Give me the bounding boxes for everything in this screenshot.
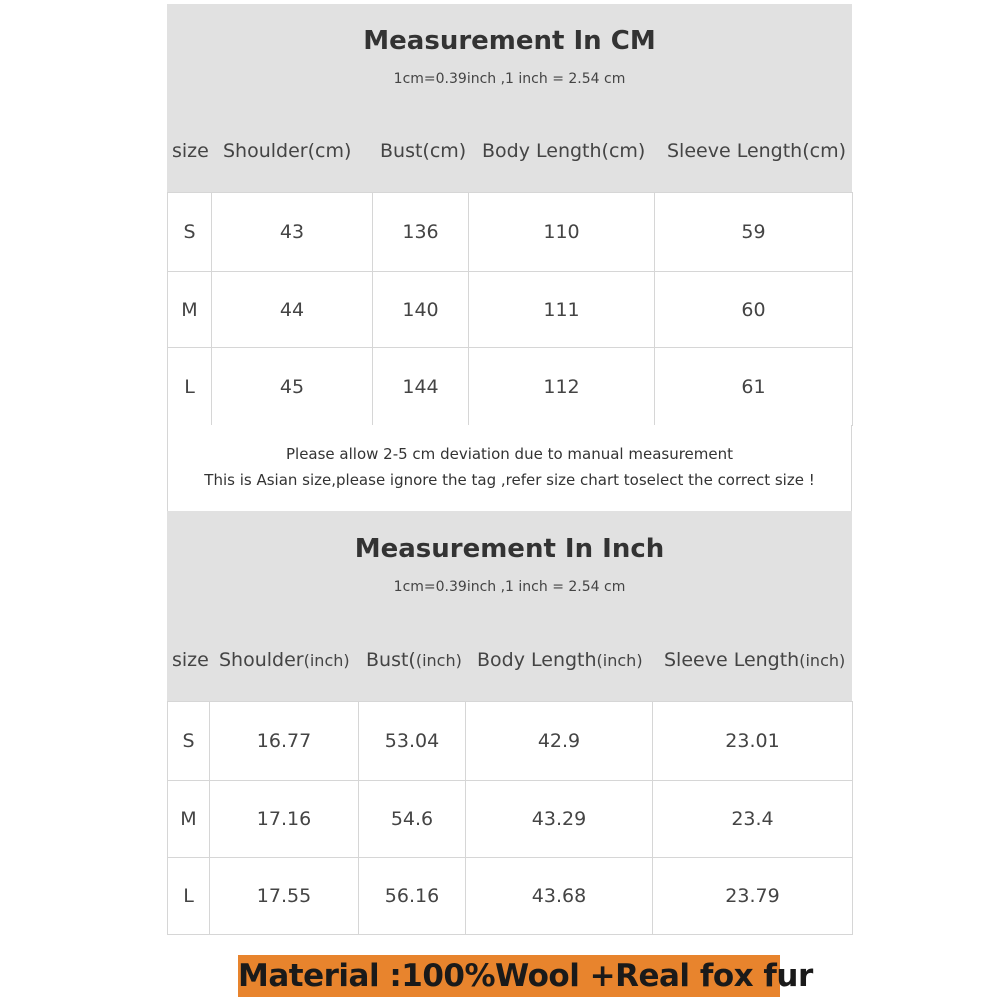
inch-title: Measurement In Inch (354, 534, 665, 564)
inch-sleeve-length-cell: 23.79 (653, 858, 853, 935)
cm-header-body-length: Body Length(cm) (482, 140, 646, 162)
cm-body-length-cell: 112 (469, 348, 655, 426)
cm-header-size: size (172, 140, 209, 162)
inch-shoulder-cell: 17.16 (210, 781, 359, 858)
cm-conversion-note: 1cm=0.39inch ,1 inch = 2.54 cm (393, 71, 626, 87)
cm-size-cell: S (168, 193, 212, 272)
table-row (168, 272, 853, 348)
cm-shoulder-cell: 43 (212, 193, 373, 272)
cm-body-length-cell: 111 (469, 272, 655, 348)
table-row (168, 193, 853, 272)
table-row (168, 348, 853, 426)
deviation-notes (167, 425, 852, 511)
cm-header-sleeve-length: Sleeve Length(cm) (667, 140, 847, 162)
inch-header-panel (167, 511, 852, 701)
cm-bust-cell: 136 (373, 193, 469, 272)
cm-size-cell: M (168, 272, 212, 348)
inch-shoulder-cell: 16.77 (210, 702, 359, 781)
table-row (168, 858, 853, 935)
cm-title: Measurement In CM (363, 26, 656, 56)
cm-header-bust: Bust(cm) (380, 140, 467, 162)
cm-header-panel (167, 4, 852, 192)
cm-size-cell: L (168, 348, 212, 426)
inch-size-cell: L (168, 858, 210, 935)
inch-header-bust: Bust((inch) (366, 649, 462, 671)
inch-body-length-cell: 43.29 (466, 781, 653, 858)
inch-header-shoulder: Shoulder(inch) (219, 649, 350, 671)
inch-size-cell: M (168, 781, 210, 858)
inch-shoulder-cell: 17.55 (210, 858, 359, 935)
inch-conversion-note: 1cm=0.39inch ,1 inch = 2.54 cm (393, 579, 626, 595)
cm-body-length-cell: 110 (469, 193, 655, 272)
inch-body-length-cell: 43.68 (466, 858, 653, 935)
cm-sleeve-length-cell: 61 (655, 348, 853, 426)
table-row (168, 781, 853, 858)
deviation-note: Please allow 2-5 cm deviation due to manual measurement (285, 445, 733, 463)
inch-sleeve-length-cell: 23.4 (653, 781, 853, 858)
inch-sleeve-length-cell: 23.01 (653, 702, 853, 781)
inch-table (167, 701, 853, 935)
inch-body-length-cell: 42.9 (466, 702, 653, 781)
cm-bust-cell: 144 (373, 348, 469, 426)
cm-shoulder-cell: 44 (212, 272, 373, 348)
inch-header-body-length: Body Length(inch) (477, 649, 643, 671)
inch-bust-cell: 56.16 (359, 858, 466, 935)
cm-shoulder-cell: 45 (212, 348, 373, 426)
inch-bust-cell: 53.04 (359, 702, 466, 781)
asian-size-note: This is Asian size,please ignore the tag ,refer size chart toselect the correct size ! (204, 471, 815, 489)
inch-header-sleeve-length: Sleeve Length(inch) (664, 649, 846, 671)
cm-bust-cell: 140 (373, 272, 469, 348)
cm-header-shoulder: Shoulder(cm) (223, 140, 352, 162)
cm-sleeve-length-cell: 59 (655, 193, 853, 272)
cm-sleeve-length-cell: 60 (655, 272, 853, 348)
inch-size-cell: S (168, 702, 210, 781)
material-banner: Material :100%Wool +Real fox fur (238, 955, 780, 997)
inch-bust-cell: 54.6 (359, 781, 466, 858)
inch-header-size: size (172, 649, 209, 671)
table-row (168, 702, 853, 781)
cm-table (167, 192, 853, 426)
